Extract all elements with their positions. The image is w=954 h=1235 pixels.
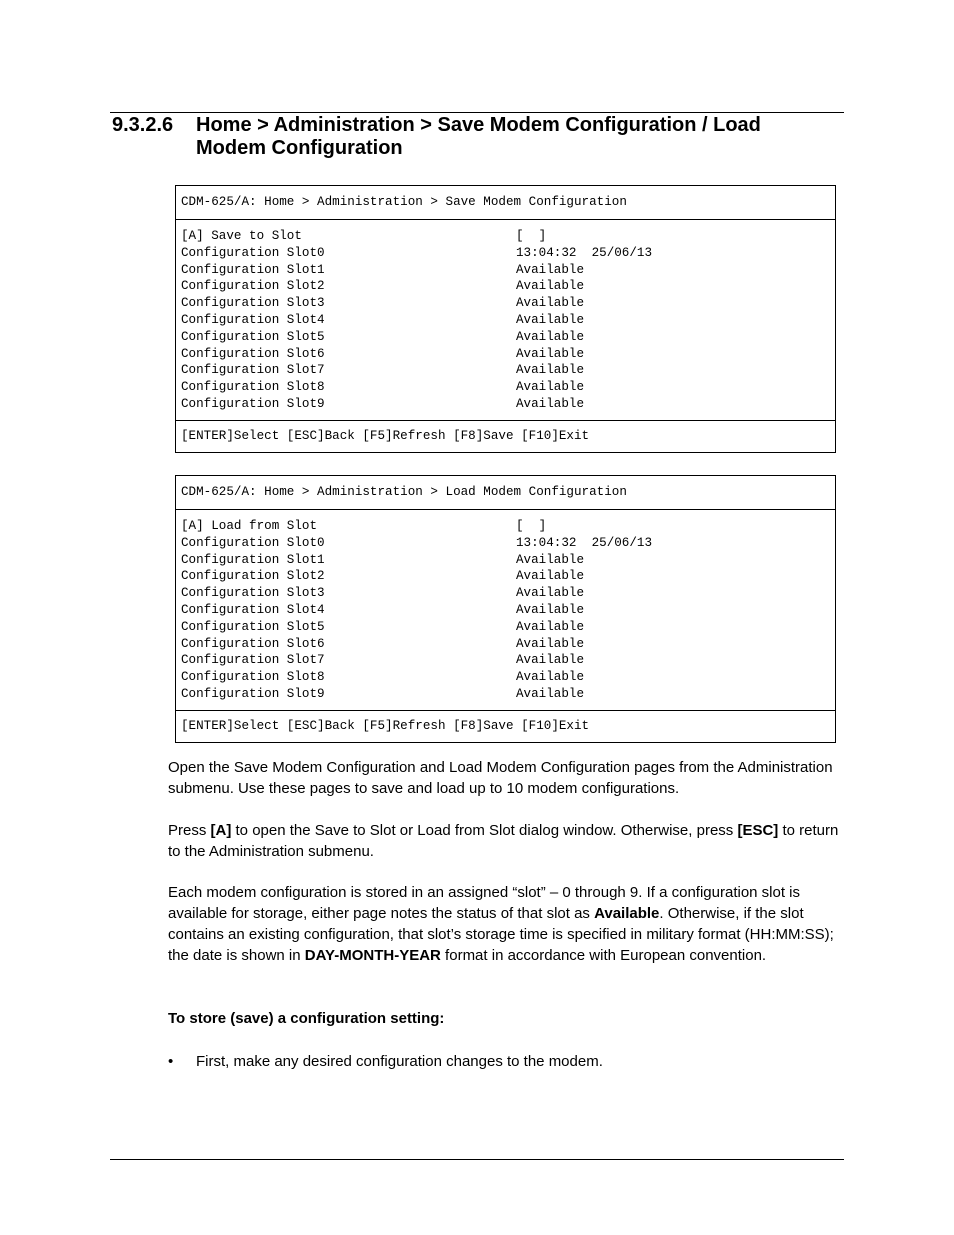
footer-rule	[110, 1159, 844, 1160]
row-value: Available	[516, 329, 585, 344]
date-format-term: DAY-MONTH-YEAR	[304, 947, 441, 964]
row-label: Configuration Slot9	[181, 686, 325, 701]
row-label: Configuration Slot2	[181, 279, 325, 294]
row-label: Configuration Slot2	[181, 569, 325, 584]
row-label: Configuration Slot7	[181, 363, 325, 378]
paragraph-text: Open the Save Modem Configuration and Load Modem Configuration pages from the Administration submenu. Use these pages to save and load up to 10 modem configurations.	[168, 759, 833, 797]
row-value: Available	[516, 636, 585, 651]
screen-body	[176, 220, 835, 421]
row-value: Available	[516, 396, 585, 411]
screen-row	[181, 619, 835, 636]
row-value: Available	[516, 670, 585, 685]
paragraph-slots	[168, 882, 848, 966]
section-title: Home > Administration > Save Modem Configuration / Load Modem Configuration	[196, 114, 761, 159]
screen-row	[181, 329, 835, 346]
row-label: Configuration Slot4	[181, 312, 325, 327]
row-label: Configuration Slot8	[181, 380, 325, 395]
save-config-screen	[175, 185, 836, 453]
row-value: Available	[516, 262, 585, 277]
screen-title: CDM-625/A: Home > Administration > Save Modem Configuration	[176, 186, 835, 220]
screen-row	[181, 552, 835, 569]
row-label: Configuration Slot3	[181, 296, 325, 311]
row-label: Configuration Slot6	[181, 636, 325, 651]
section-number: 9.3.2.6	[112, 114, 174, 136]
row-label: Configuration Slot5	[181, 619, 325, 634]
row-label: [A] Load from Slot	[181, 519, 318, 533]
screen-row	[181, 295, 835, 312]
screen-row	[181, 535, 835, 552]
row-value: 13:04:32 25/06/13	[516, 535, 653, 550]
row-value: Available	[516, 552, 585, 567]
text-run: Press	[168, 822, 211, 839]
row-label: Configuration Slot0	[181, 245, 325, 260]
row-label: Configuration Slot8	[181, 670, 325, 685]
available-term: Available	[594, 905, 660, 922]
row-value: Available	[516, 312, 585, 327]
row-value: Available	[516, 296, 585, 311]
row-value: Available	[516, 619, 585, 634]
paragraph-intro	[168, 757, 848, 799]
screen-row	[181, 228, 835, 245]
row-label: Configuration Slot4	[181, 602, 325, 617]
screen-row	[181, 362, 835, 379]
paragraph-text	[168, 1008, 848, 1029]
row-value: Available	[516, 363, 585, 378]
row-value: Available	[516, 569, 585, 584]
row-value: Available	[516, 653, 585, 668]
row-label: Configuration Slot3	[181, 586, 325, 601]
row-value: Available	[516, 346, 585, 361]
text-run: to open the Save to Slot or Load from Slot dialog window. Otherwise, press	[231, 822, 738, 839]
screen-body	[176, 510, 835, 711]
load-config-screen	[175, 475, 836, 743]
bullet-icon: •	[168, 1053, 174, 1070]
text-run: to return to the Administration submenu.	[168, 822, 839, 860]
row-value: Available	[516, 279, 585, 294]
text-run: Each modem configuration is stored in an assigned “slot” – 0 through 9. If a configuration slot is available for storage, either page notes the status of that slot as	[168, 884, 801, 922]
screen-row	[181, 652, 835, 669]
row-value: [ ]	[516, 229, 547, 243]
procedure-title: To store (save) a configuration setting:	[168, 1010, 445, 1027]
text-run: . Otherwise, if the slot contains an existing configuration, that slot’s storage time is specified in military format (HH:MM:SS); the date is shown in	[168, 905, 834, 964]
procedure-heading	[168, 1008, 848, 1029]
row-value: Available	[516, 686, 585, 701]
screen-footer: [ENTER]Select [ESC]Back [F5]Refresh [F8]Save [F10]Exit	[181, 718, 590, 733]
screen-row	[181, 245, 835, 262]
header-rule	[110, 112, 844, 113]
screen-title: CDM-625/A: Home > Administration > Load Modem Configuration	[176, 476, 835, 510]
screen-row	[181, 669, 835, 686]
screen-row	[181, 686, 835, 703]
paragraph-keys	[168, 820, 848, 862]
screen-row	[181, 568, 835, 585]
row-label: Configuration Slot5	[181, 329, 325, 344]
row-value: Available	[516, 586, 585, 601]
row-label: Configuration Slot9	[181, 396, 325, 411]
screen-row	[181, 396, 835, 413]
text-run: format in accordance with European convention.	[440, 947, 767, 964]
row-label: Configuration Slot6	[181, 346, 325, 361]
screen-row	[181, 518, 835, 535]
row-value: Available	[516, 380, 585, 395]
screen-row	[181, 602, 835, 619]
paragraph-text	[168, 820, 848, 862]
row-label: Configuration Slot1	[181, 262, 325, 277]
screen-row	[181, 312, 835, 329]
screen-row	[181, 346, 835, 363]
row-label: Configuration Slot7	[181, 653, 325, 668]
row-value: 13:04:32 25/06/13	[516, 245, 653, 260]
screen-row	[181, 379, 835, 396]
screen-row	[181, 585, 835, 602]
screen-footer: [ENTER]Select [ESC]Back [F5]Refresh [F8]Save [F10]Exit	[181, 428, 590, 443]
key-esc: [ESC]	[737, 822, 779, 839]
row-label: [A] Save to Slot	[181, 229, 302, 243]
row-value: Available	[516, 602, 585, 617]
screen-row	[181, 636, 835, 653]
row-value: [ ]	[516, 519, 547, 533]
row-label: Configuration Slot0	[181, 535, 325, 550]
key-a: [A]	[210, 822, 232, 839]
screen-row	[181, 278, 835, 295]
row-label: Configuration Slot1	[181, 552, 325, 567]
screen-row	[181, 262, 835, 279]
paragraph-text	[168, 882, 848, 966]
list-item-text: First, make any desired configuration changes to the modem.	[196, 1053, 603, 1070]
